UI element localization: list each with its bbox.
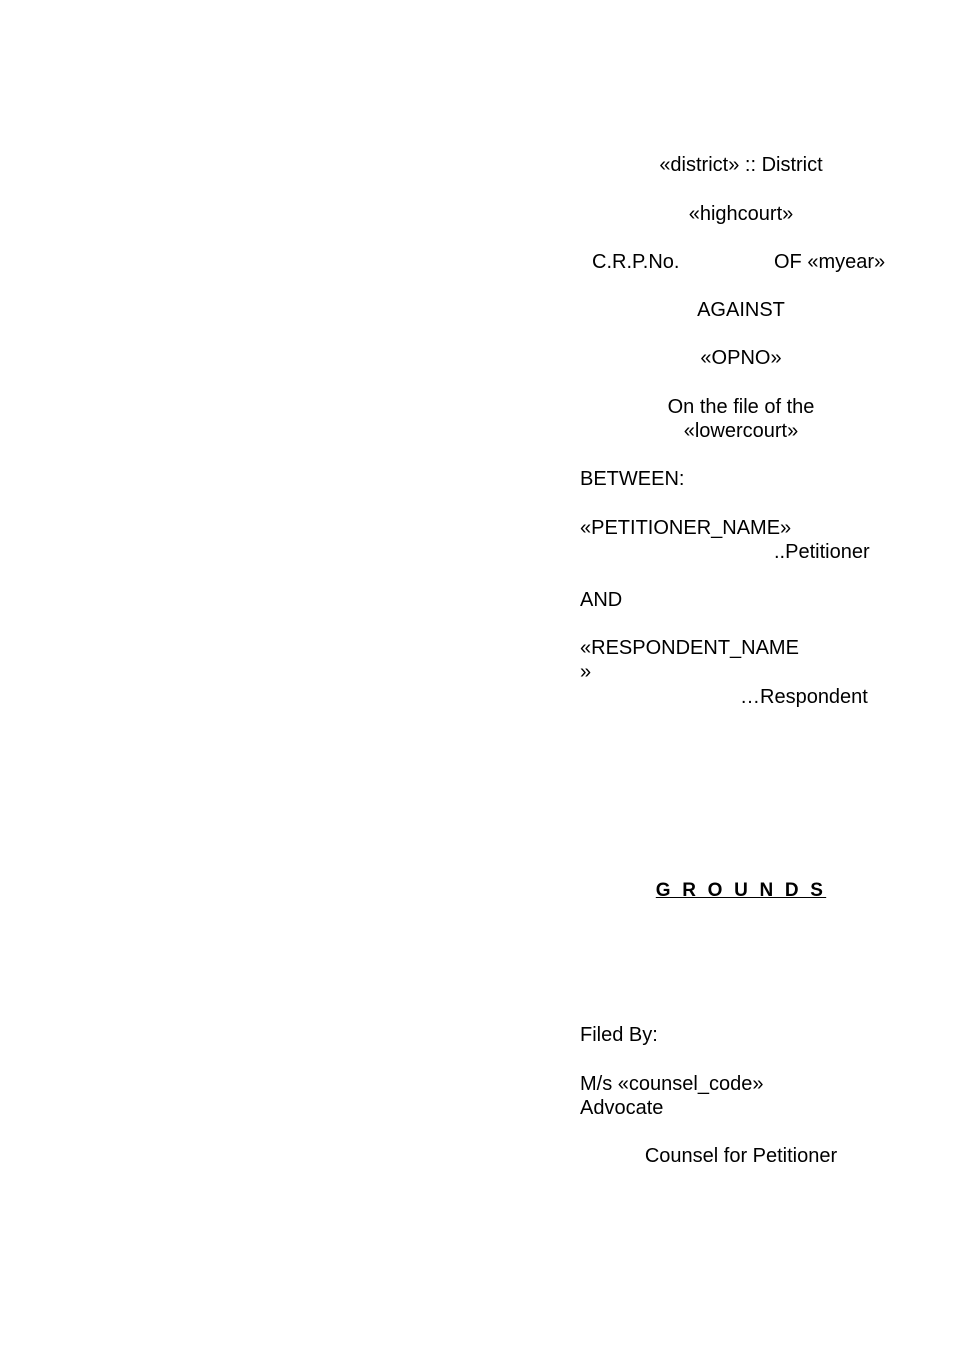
respondent-role: …Respondent bbox=[740, 686, 868, 708]
respondent-name-line-2: » bbox=[580, 661, 592, 683]
case-year: OF «myear» bbox=[774, 251, 886, 273]
petitioner-name: «PETITIONER_NAME» bbox=[580, 517, 792, 539]
and-label: AND bbox=[580, 589, 623, 611]
file-of-line-2: «lowercourt» bbox=[683, 420, 799, 442]
between-label: BETWEEN: bbox=[580, 468, 685, 490]
district-line: «district» :: District bbox=[659, 154, 823, 176]
op-number: «OPNO» bbox=[700, 347, 782, 369]
case-number-label: C.R.P.No. bbox=[592, 251, 680, 273]
file-of-line-1: On the file of the bbox=[667, 396, 815, 418]
grounds-heading: G R O U N D S bbox=[655, 880, 827, 901]
filed-by-label: Filed By: bbox=[580, 1024, 658, 1046]
petitioner-role: ..Petitioner bbox=[774, 541, 870, 563]
counsel-for-label: Counsel for Petitioner bbox=[644, 1145, 838, 1167]
advocate-label: Advocate bbox=[580, 1097, 664, 1119]
court-name: «highcourt» bbox=[688, 203, 794, 225]
respondent-name-line-1: «RESPONDENT_NAME bbox=[580, 637, 799, 659]
against-label: AGAINST bbox=[697, 299, 785, 321]
counsel-line: M/s «counsel_code» bbox=[580, 1073, 764, 1095]
